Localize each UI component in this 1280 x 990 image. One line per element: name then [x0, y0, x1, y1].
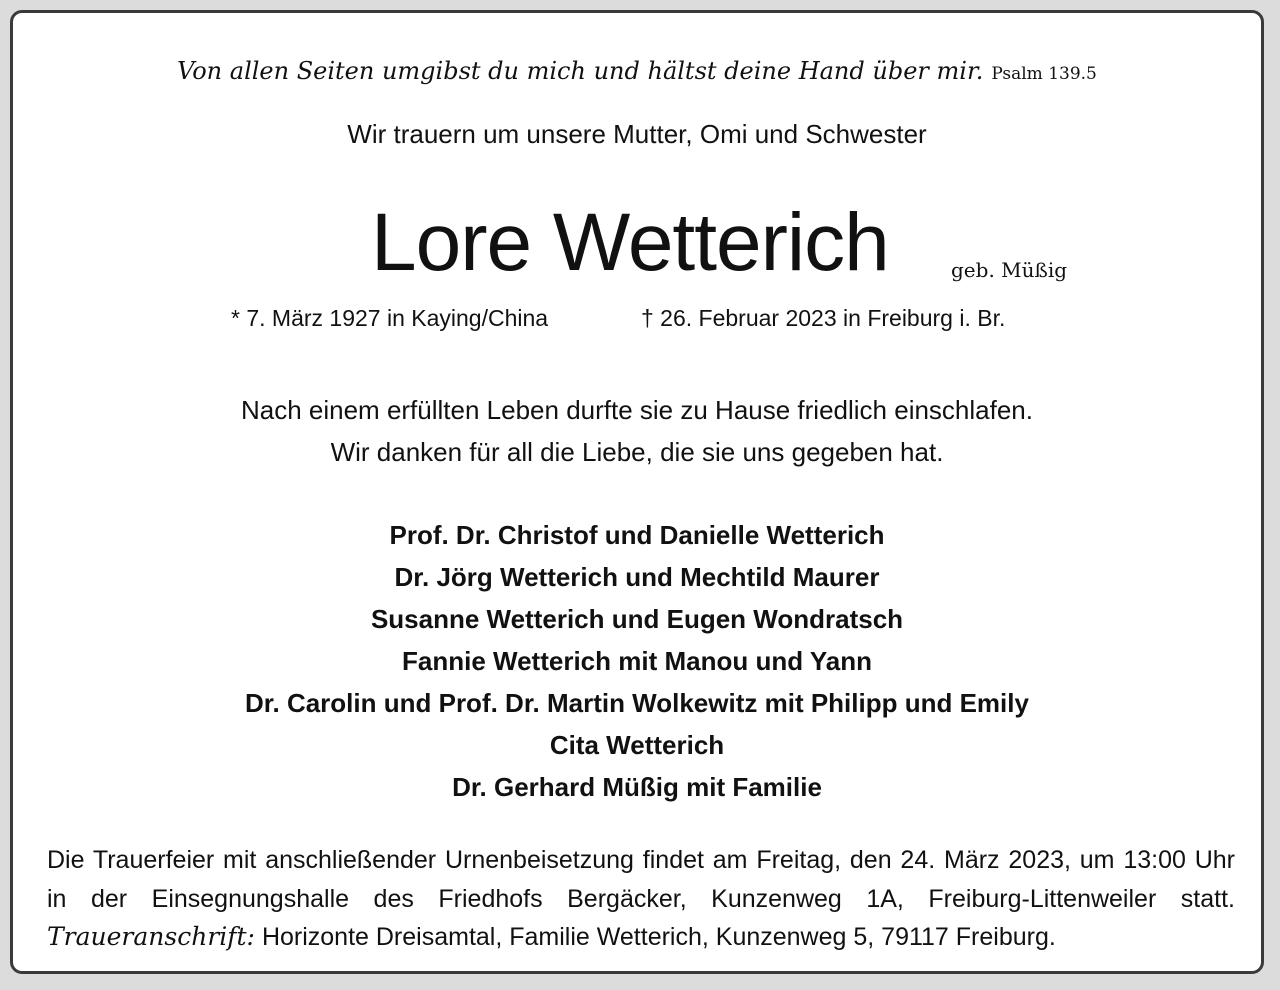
death-date: † 26. Februar 2023 in Freiburg i. Br.	[641, 305, 1006, 331]
birth-date: * 7. März 1927 in Kaying/China	[231, 305, 549, 331]
address-label: Traueranschrift:	[47, 922, 255, 951]
mourner-item: Dr. Carolin und Prof. Dr. Martin Wolkewitz mit Philipp und Emily	[245, 688, 1029, 718]
mourners-list	[13, 514, 1261, 808]
mourner-item: Dr. Jörg Wetterich und Mechtild Maurer	[394, 562, 880, 592]
verse-line	[33, 57, 1241, 85]
name-row	[13, 196, 1261, 306]
deceased-name: Lore Wetterich	[371, 197, 889, 288]
mourner-item: Fannie Wetterich mit Manou und Yann	[402, 646, 872, 676]
obituary-card	[10, 10, 1264, 974]
verse-reference: Psalm 139.5	[991, 64, 1097, 84]
mourner-item: Prof. Dr. Christof und Danielle Wetterich	[389, 520, 885, 550]
mourning-address: Horizonte Dreisamtal, Familie Wetterich, Kunzenweg 5, 79117 Freiburg.	[261, 923, 1056, 951]
mourner-item: Susanne Wetterich und Eugen Wondratsch	[370, 604, 904, 634]
message-line-2: Wir danken für all die Liebe, die sie uns gegeben hat.	[330, 437, 944, 467]
message-line-1: Nach einem erfüllten Leben durfte sie zu Hause friedlich einschlafen.	[240, 395, 1033, 425]
verse-text: Von allen Seiten umgibst du mich und hältst deine Hand über mir.	[177, 57, 984, 85]
mourner-item: Dr. Gerhard Müßig mit Familie	[452, 772, 822, 802]
maiden-name: geb. Müßig	[951, 258, 1068, 282]
intro-text: Wir trauern um unsere Mutter, Omi und Schwester	[347, 119, 927, 149]
funeral-details: Die Trauerfeier mit anschließender Urnenbeisetzung findet am Freitag, den 24. März 2023, um 13:00 Uhr in der Einsegnungshalle des Friedhofs Bergäcker, Kunzenweg 1A, Freiburg-Littenweiler statt.	[47, 846, 1235, 913]
funeral-info	[47, 841, 1235, 957]
mourner-item: Cita Wetterich	[549, 730, 725, 760]
